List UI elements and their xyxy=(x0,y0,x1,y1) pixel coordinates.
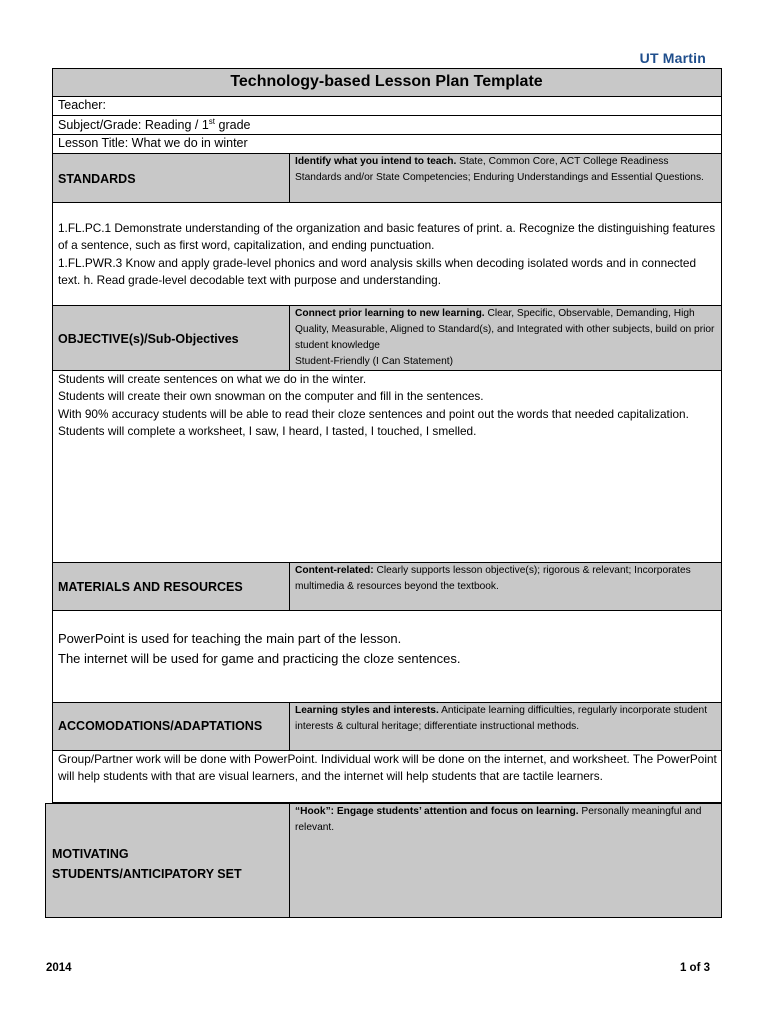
materials-label: MATERIALS AND RESOURCES xyxy=(58,580,243,594)
objectives-content xyxy=(58,371,718,440)
brand-name: UT Martin xyxy=(639,50,706,66)
standards-label: STANDARDS xyxy=(58,172,136,186)
objective-item: Students will create their own snowman on the computer and fill in the sentences. xyxy=(58,389,484,404)
objectives-label: OBJECTIVE(s)/Sub-Objectives xyxy=(58,332,239,346)
objective-item: With 90% accuracy students will be able to read their cloze sentences and point out the words that needed capitalization. xyxy=(58,406,689,421)
objective-item: Students will create sentences on what we do in the winter. xyxy=(58,372,367,386)
standards-content xyxy=(58,220,718,289)
materials-content xyxy=(58,629,718,669)
materials-description: Content-related: Clearly supports lesson objective(s); rigorous & relevant; Incorporates multimedia & resources beyond the textbook. xyxy=(295,565,691,592)
standards-description: Identify what you intend to teach. State, Common Core, ACT College Readiness Standards and/or State Competencies; Enduring Understandings and Essential Questions. xyxy=(295,156,704,183)
standard-item: 1.FL.PWR.3 Know and apply grade-level phonics and word analysis skills when decoding isolated words and in connected text. h. Read grade-level decodable text with purpose and understanding. xyxy=(58,255,697,287)
subject-grade-field: Subject/Grade: Reading / 1st grade xyxy=(58,117,251,133)
objective-item: Students will complete a worksheet, I saw, I heard, I tasted, I touched, I smelled. xyxy=(58,423,477,438)
page-number: 1 of 3 xyxy=(679,962,710,974)
accommodations-content: Group/Partner work will be done with PowerPoint. Individual work will be done on the internet, and worksheet. The PowerPoint will help students with that are visual learners, and the internet will help students that are tactile learners. xyxy=(58,752,717,784)
accommodations-label: ACCOMODATIONS/ADAPTATIONS xyxy=(58,719,263,733)
objectives-description: Connect prior learning to new learning. Clear, Specific, Observable, Demanding, High Quality, Measurable, Aligned to Standard(s), and Integrated with other subjects, build on prior student knowledge Student-Friendly (I Can Statement) xyxy=(295,308,715,367)
material-item: The internet will be used for game and practicing the cloze sentences. xyxy=(58,651,461,666)
material-item: PowerPoint is used for teaching the main part of the lesson. xyxy=(58,631,402,646)
footer-year: 2014 xyxy=(46,962,72,974)
motivating-label: MOTIVATING STUDENTS/ANTICIPATORY SET xyxy=(52,847,242,881)
accommodations-description: Learning styles and interests. Anticipate learning difficulties, regularly incorporate student interests & cultural heritage; differentiate instructional methods. xyxy=(295,705,708,732)
page-title: Technology-based Lesson Plan Template xyxy=(230,73,543,90)
lesson-title-field: Lesson Title: What we do in winter xyxy=(58,136,248,150)
motivating-description: “Hook”: Engage students’ attention and focus on learning. Personally meaningful and relevant. xyxy=(295,806,702,833)
standard-item: 1.FL.PC.1 Demonstrate understanding of the organization and basic features of print. a. Recognize the distinguishing features of a sentence, such as first word, capitalization, and ending punctuation. xyxy=(58,221,716,253)
teacher-field: Teacher: xyxy=(58,98,106,112)
